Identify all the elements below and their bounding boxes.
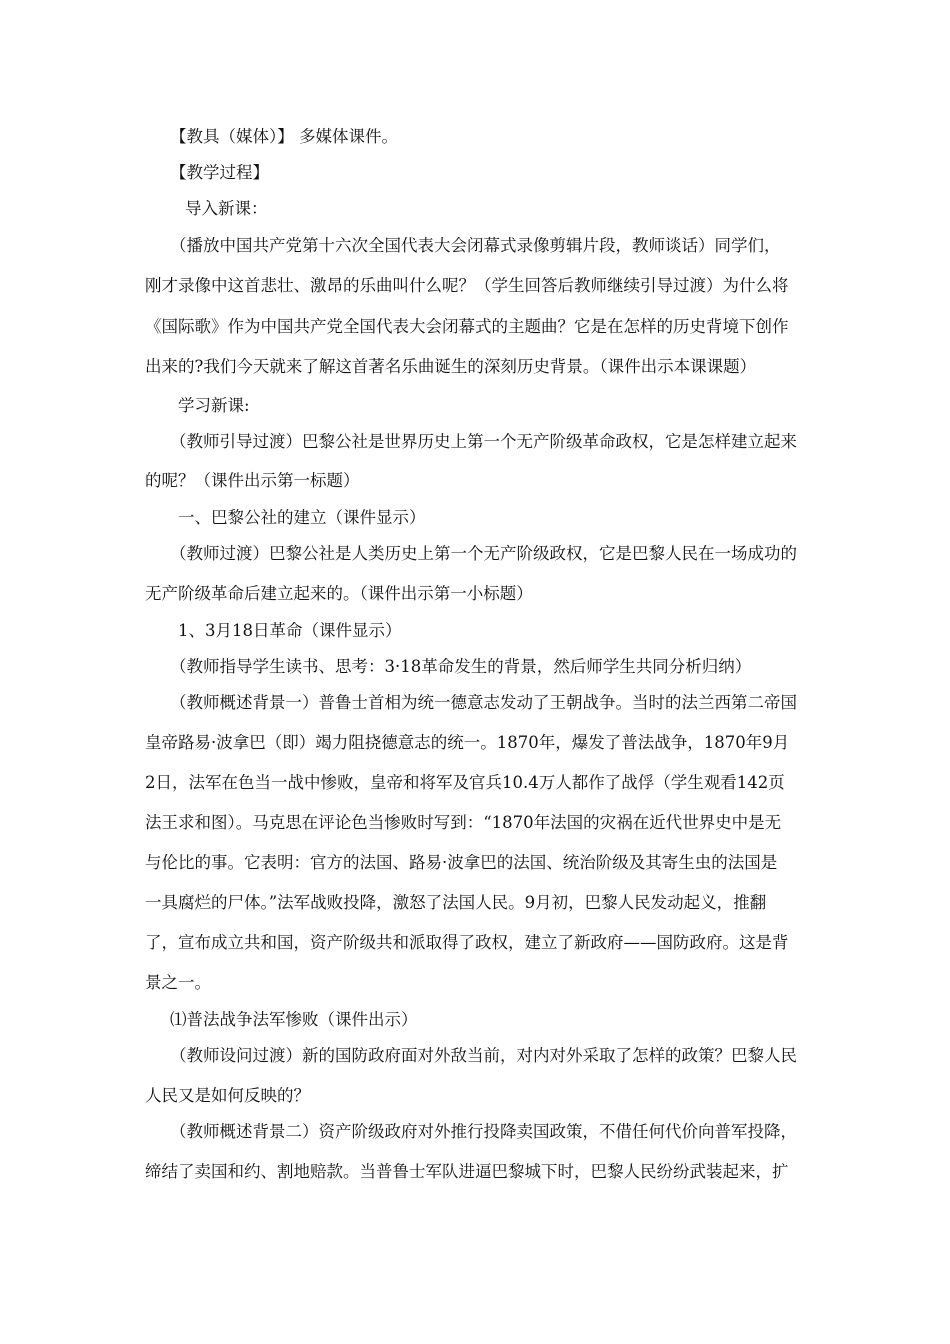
paragraph-line: 法王求和图）。马克思在评论色当惨败时写到：“1870年法国的灾祸在近代世界史中是无	[145, 813, 782, 832]
paragraph-line: （教师概述背景一）普鲁士首相为统一德意志发动了王朝战争。当时的法兰西第二帝国	[170, 693, 797, 712]
paragraph-line: 了，宣布成立共和国，资产阶级共和派取得了政权，建立了新政府——国防政府。这是背	[145, 933, 789, 952]
paragraph-line: （播放中国共产党第十六次全国代表大会闭幕式录像剪辑片段，教师谈话）同学们，	[170, 236, 781, 255]
paragraph-line: 与伦比的事。它表明：官方的法国、路易·波拿巴的法国、统治阶级及其寄生虫的法国是	[145, 853, 778, 872]
paragraph-line: 【教学过程】	[170, 163, 269, 182]
paragraph-line: 皇帝路易·波拿巴（即）竭力阻挠德意志的统一。1870年，爆发了普法战争，1870年9月	[145, 733, 790, 752]
paragraph-line: 缔结了卖国和约、割地赔款。当普鲁士军队进逼巴黎城下时，巴黎人民纷纷武装起来，扩	[145, 1162, 789, 1181]
subsection-heading: ⑴普法战争法军惨败（课件出示）	[170, 1010, 418, 1029]
section-heading: 一、巴黎公社的建立（课件显示）	[178, 508, 426, 527]
paragraph-line: 2日，法军在色当一战中惨败，皇帝和将军及官兵10.4万人都作了战俘（学生观看142页	[145, 773, 785, 792]
paragraph-line: 一具腐烂的尸体。”法军战败投降，激怒了法国人民。9月初，巴黎人民发动起义，推翻	[145, 893, 767, 912]
paragraph-line: 景之一。	[145, 973, 211, 992]
paragraph-line: 导入新课：	[185, 199, 268, 218]
subsection-heading: 1、3月18日革命（课件显示）	[178, 621, 402, 640]
paragraph-line: 的呢？（课件出示第一标题）	[145, 471, 360, 490]
paragraph-line: 出来的?我们今天就来了解这首著名乐曲诞生的深刻历史背景。（课件出示本课课题）	[145, 357, 757, 376]
paragraph-line: 刚才录像中这首悲壮、激昂的乐曲叫什么呢？（学生回答后教师继续引导过渡）为什么将	[145, 276, 789, 295]
paragraph-line: 【教具（媒体）】 多媒体课件。	[170, 127, 398, 146]
paragraph-line: （教师概述背景二）资产阶级政府对外推行投降卖国政策，不借任何代价向普军投降，	[170, 1122, 797, 1141]
paragraph-line: 学习新课:	[178, 396, 250, 415]
paragraph-line: 无产阶级革命后建立起来的。（课件出示第一小标题）	[145, 584, 533, 603]
paragraph-line: 《国际歌》作为中国共产党全国代表大会闭幕式的主题曲？它是在怎样的历史背境下创作	[145, 317, 789, 336]
paragraph-line: （教师引导过渡）巴黎公社是世界历史上第一个无产阶级革命政权，它是怎样建立起来	[170, 432, 797, 451]
paragraph-line: （教师指导学生读书、思考：3·18革命发生的背景，然后师学生共同分析归纳）	[170, 657, 752, 676]
paragraph-line: 人民又是如何反映的？	[145, 1086, 310, 1105]
paragraph-line: （教师过渡）巴黎公社是人类历史上第一个无产阶级政权，它是巴黎人民在一场成功的	[170, 544, 797, 563]
paragraph-line: （教师设问过渡）新的国防政府面对外敌当前，对内对外采取了怎样的政策？巴黎人民	[170, 1046, 797, 1065]
